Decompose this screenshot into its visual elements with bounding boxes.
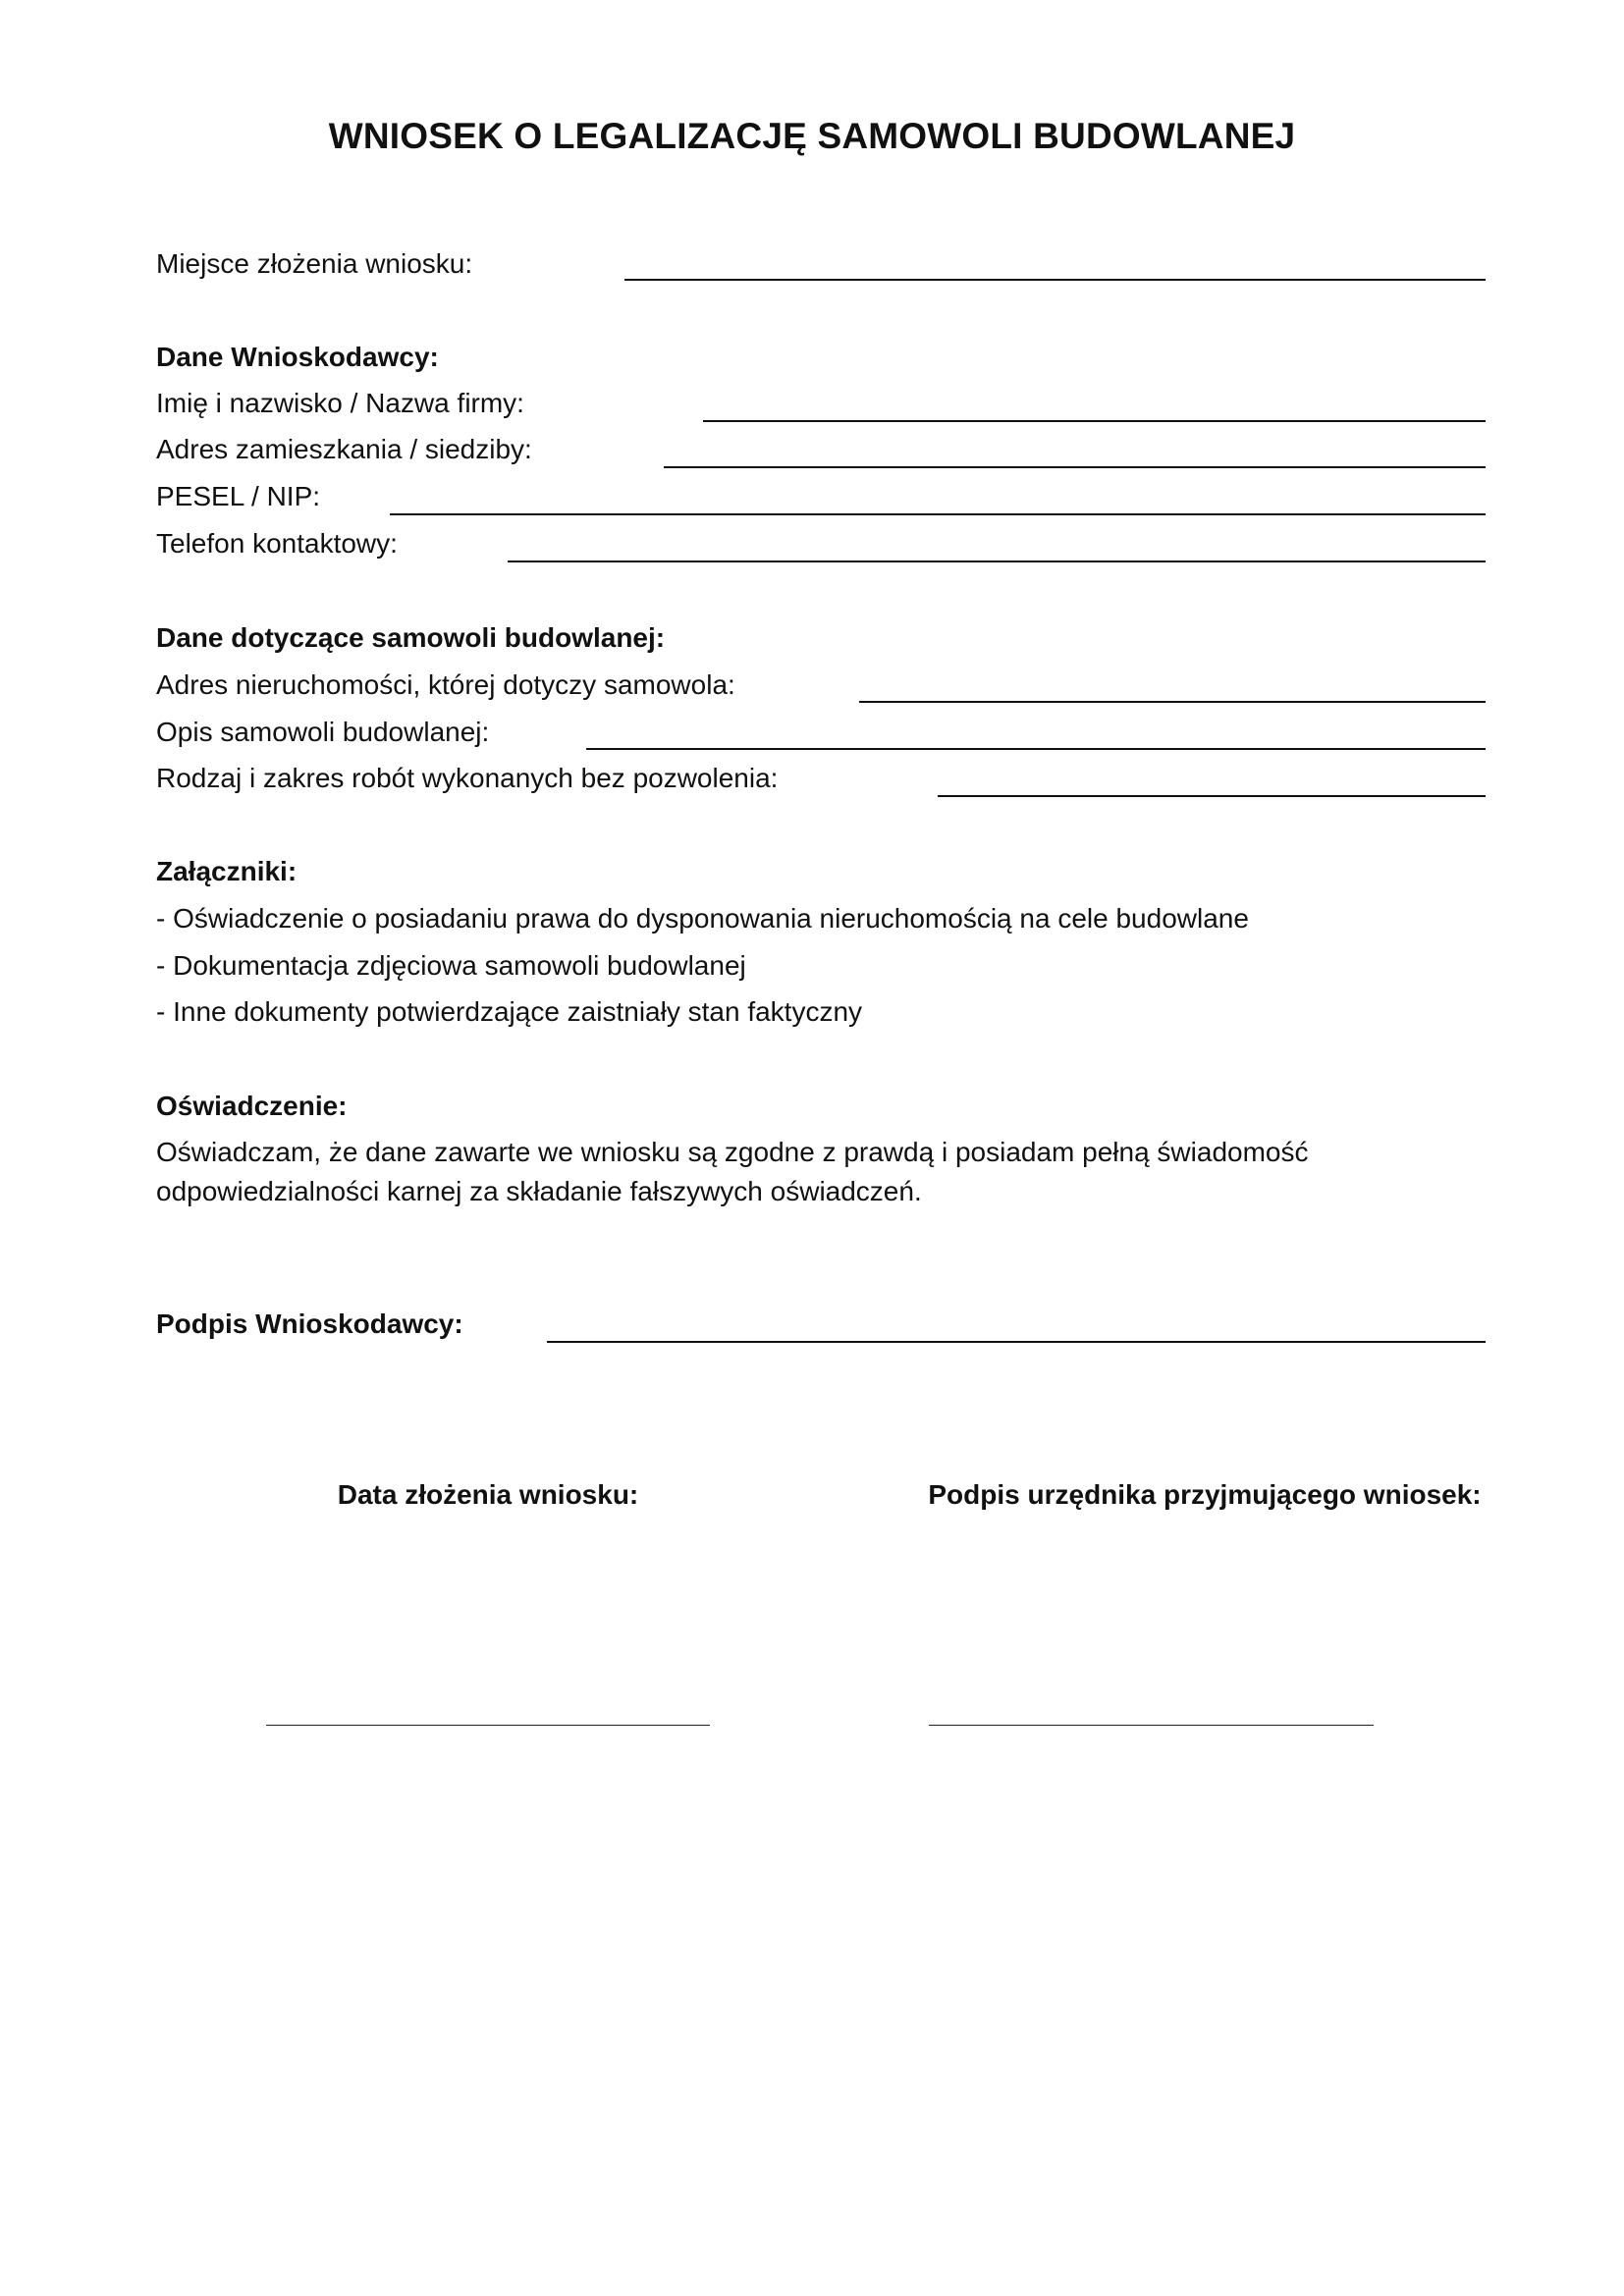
signature-label: Podpis Wnioskodawcy: — [156, 1308, 463, 1339]
pesel-field-line[interactable] — [390, 513, 1486, 515]
applicant-heading: Dane Wnioskodawcy: — [156, 342, 439, 372]
description-label: Opis samowoli budowlanej: — [156, 717, 490, 747]
attachment-item: - Inne dokumenty potwierdzające zaistniały stan faktyczny — [156, 996, 863, 1027]
document-title: WNIOSEK O LEGALIZACJĘ SAMOWOLI BUDOWLANEJ — [328, 116, 1296, 156]
applicant-address-label: Adres zamieszkania / siedziby: — [156, 434, 532, 464]
attachment-item: - Oświadczenie o posiadaniu prawa do dysponowania nieruchomością na cele budowlane — [156, 903, 1249, 934]
declaration-heading: Oświadczenie: — [156, 1091, 348, 1121]
signature-field-line[interactable] — [547, 1341, 1486, 1343]
phone-field-line[interactable] — [508, 561, 1486, 562]
place-label: Miejsce złożenia wniosku: — [156, 248, 473, 279]
pesel-label: PESEL / NIP: — [156, 481, 321, 511]
clerk-signature-label: Podpis urzędnika przyjmującego wniosek: — [928, 1479, 1482, 1510]
phone-label: Telefon kontaktowy: — [156, 528, 398, 559]
date-field-line[interactable] — [266, 1725, 710, 1726]
applicant-name-field-line[interactable] — [703, 420, 1486, 422]
declaration-line: odpowiedzialności karnej za składanie fałszywych oświadczeń. — [156, 1176, 922, 1206]
description-field-line[interactable] — [586, 748, 1486, 750]
declaration-line: Oświadczam, że dane zawarte we wniosku są zgodne z prawdą i posiadam pełną świadomość — [156, 1137, 1309, 1167]
scope-label: Rodzaj i zakres robót wykonanych bez pozwolenia: — [156, 763, 779, 793]
property-address-field-line[interactable] — [859, 701, 1486, 703]
date-label: Data złożenia wniosku: — [337, 1479, 639, 1510]
property-address-label: Adres nieruchomości, której dotyczy samowola: — [156, 669, 735, 700]
attachments-heading: Załączniki: — [156, 856, 298, 886]
attachment-item: - Dokumentacja zdjęciowa samowoli budowlanej — [156, 950, 746, 981]
scope-field-line[interactable] — [938, 795, 1486, 797]
applicant-name-label: Imię i nazwisko / Nazwa firmy: — [156, 388, 524, 418]
applicant-address-field-line[interactable] — [664, 466, 1486, 468]
construction-heading: Dane dotyczące samowoli budowlanej: — [156, 622, 666, 653]
place-field-line[interactable] — [624, 279, 1486, 281]
clerk-signature-field-line[interactable] — [929, 1725, 1374, 1726]
